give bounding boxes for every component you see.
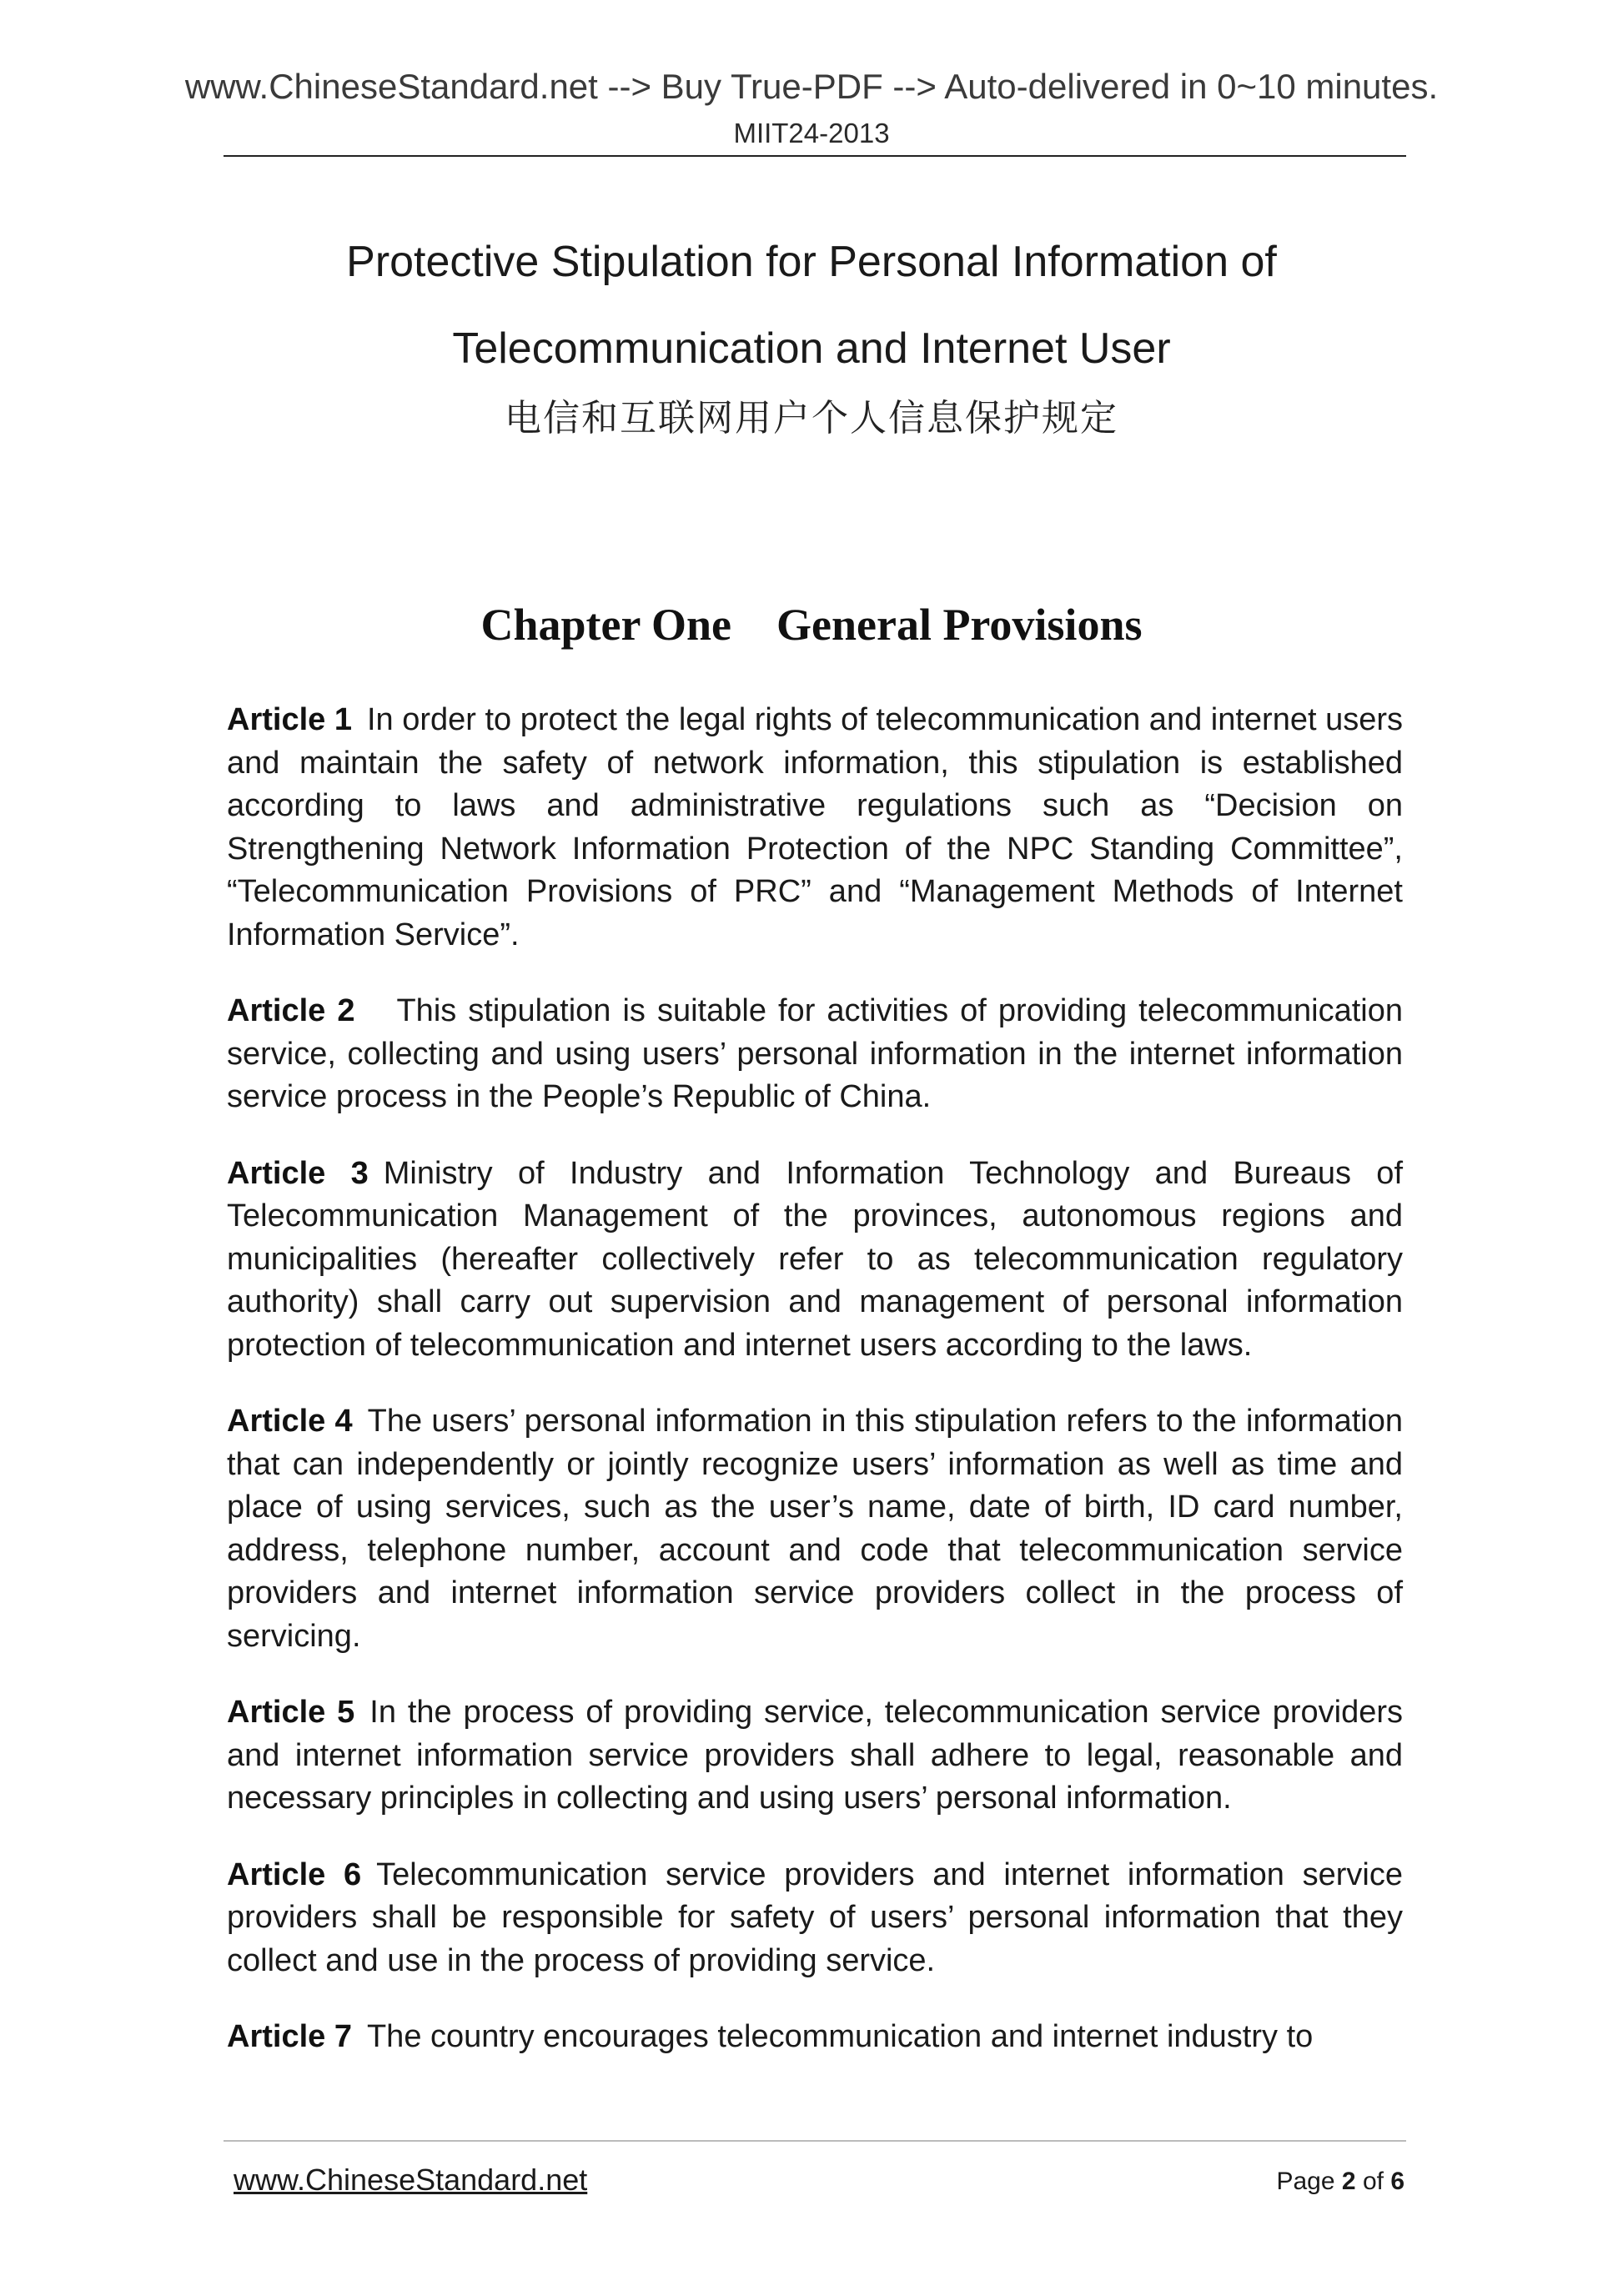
- article-text: Ministry of Industry and Information Technology and Bureaus of Telecommunication Management of the provinces, autonomous regions and municipalities (hereafter collectively refer to as telecommunication regulatory authority) shall carry out supervision and management of personal information protection of telecommunication and internet users according to the laws.: [227, 1155, 1404, 1363]
- article-list: [227, 699, 1403, 2093]
- footer-website-link[interactable]: www.ChineseStandard.net: [234, 2163, 588, 2197]
- article-text: In the process of providing service, telecommunication service providers and internet information service providers shall adhere to legal, reasonable and necessary principles in collecting and using users’ personal information.: [227, 1695, 1403, 1816]
- title-line-2: Telecommunication and Internet User: [452, 324, 1171, 373]
- chapter-number: Chapter One: [480, 600, 731, 650]
- title-line-1: Protective Stipulation for Personal Information of: [346, 238, 1277, 286]
- document-code: MIIT24-2013: [733, 118, 890, 148]
- article-4: [227, 1400, 1403, 1658]
- article-text: The country encourages telecommunication and internet industry to: [366, 2019, 1314, 2054]
- document-title-chinese: 电信和互联网用户个人信息保护规定: [505, 397, 1118, 440]
- page-total: 6: [1390, 2168, 1404, 2195]
- page-number: [1276, 2163, 1404, 2200]
- article-label: Article 2: [227, 993, 355, 1028]
- article-5: [227, 1691, 1403, 1821]
- article-text: The users’ personal information in this stipulation refers to the information that can independently or jointly recognize users’ information as well as time and place of using services, such as the user’s name, date of birth, ID card number, address, telephone number, account and code that telecommunication service providers and internet information service providers collect in the process of servicing.: [227, 1404, 1403, 1654]
- article-label: Article 3: [227, 1155, 369, 1191]
- page-current: 2: [1341, 2168, 1356, 2195]
- chapter-name: General Provisions: [776, 600, 1143, 650]
- article-3: [227, 1153, 1403, 1368]
- article-label: Article 7: [227, 2019, 352, 2054]
- article-label: Article 1: [227, 702, 352, 737]
- article-2: [227, 990, 1403, 1119]
- article-label: Article 5: [227, 1695, 355, 1730]
- promo-banner: www.ChineseStandard.net --> Buy True-PDF --> Auto-delivered in 0~10 minutes.: [184, 67, 1439, 106]
- article-text: This stipulation is suitable for activities of providing telecommunication service, collecting and using users’ personal information in the internet information service process in the People’s Republic of China.: [227, 993, 1403, 1114]
- chapter-heading: [0, 595, 1623, 654]
- article-1: [227, 699, 1403, 957]
- document-title: [0, 219, 1623, 392]
- article-text: Telecommunication service providers and internet information service providers shall be responsible for safety of users’ personal information that they collect and use in the process of providing service.: [227, 1856, 1404, 1978]
- header-divider: [224, 155, 1406, 157]
- page-of: of: [1362, 2168, 1384, 2195]
- article-label: Article 4: [227, 1404, 353, 1439]
- article-6: [227, 1854, 1403, 1983]
- footer-divider: [224, 2140, 1406, 2142]
- page-word: Page: [1276, 2168, 1335, 2195]
- article-text: In order to protect the legal rights of telecommunication and internet users and maintain the safety of network information, this stipulation is established according to laws and administrative regulations such as “Decision on Strengthening Network Information Protection of the NPC Standing Committee”, “Telecommunication Provisions of PRC” and “Management Methods of Internet Information Service”.: [227, 702, 1403, 952]
- article-7: [227, 2016, 1403, 2059]
- article-label: Article 6: [227, 1856, 362, 1892]
